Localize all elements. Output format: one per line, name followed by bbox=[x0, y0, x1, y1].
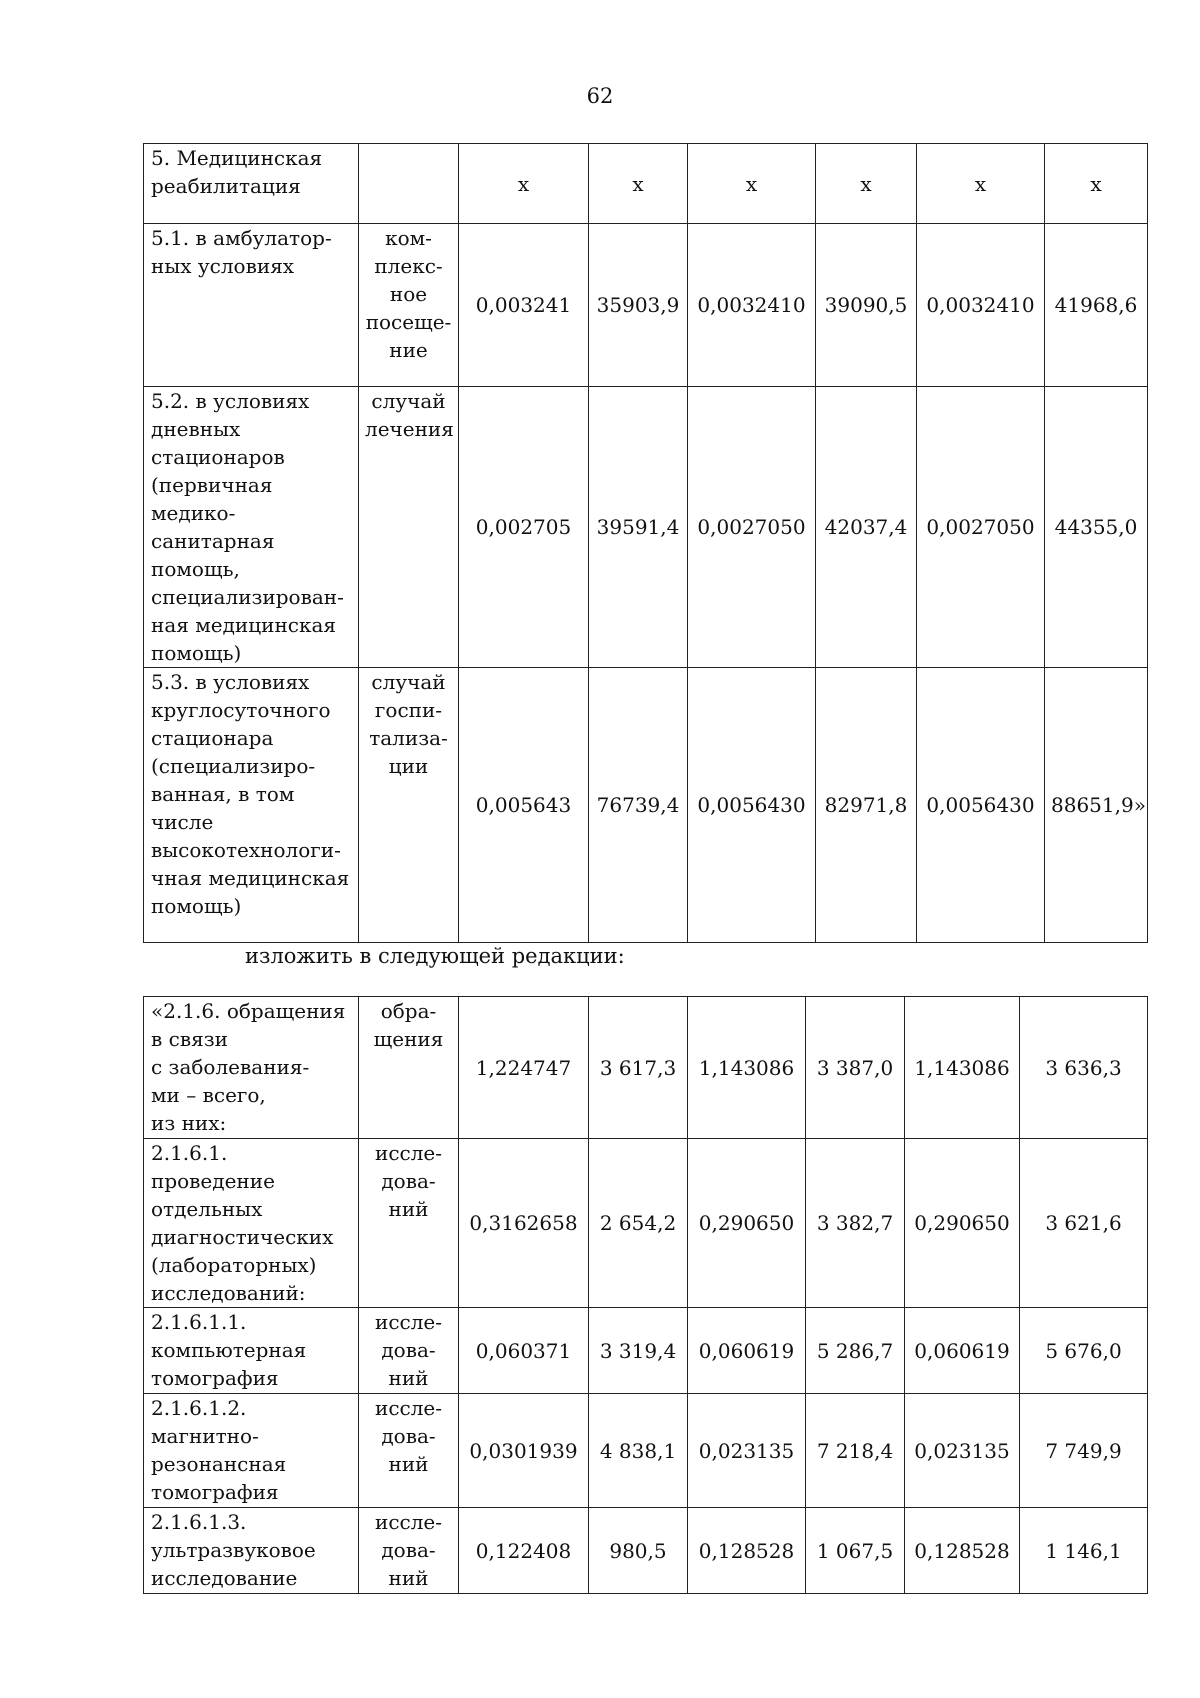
row-name-cell bbox=[144, 668, 359, 943]
unit-label: иссле- дова- ний bbox=[374, 1510, 443, 1590]
value-cell: 76739,4 bbox=[589, 668, 688, 943]
unit-label: обра- щения bbox=[373, 999, 444, 1051]
unit-label: иссле- дова- ний bbox=[374, 1396, 443, 1476]
value-cell: х bbox=[459, 144, 589, 224]
unit-cell bbox=[359, 1508, 459, 1594]
table-row bbox=[144, 997, 1148, 1139]
value-cell: 3 621,6 bbox=[1020, 1139, 1148, 1308]
value-cell: 0,0056430 bbox=[917, 668, 1045, 943]
row-name-cell bbox=[144, 144, 359, 224]
value-cell: 4 838,1 bbox=[589, 1394, 688, 1508]
value-cell: 0,128528 bbox=[905, 1508, 1020, 1594]
value-cell: 3 319,4 bbox=[589, 1308, 688, 1394]
value-cell: 88651,9» bbox=[1045, 668, 1148, 943]
row-name-cell bbox=[144, 224, 359, 387]
value-cell: 3 636,3 bbox=[1020, 997, 1148, 1139]
value-cell: 0,0032410 bbox=[917, 224, 1045, 387]
value-cell: 1 146,1 bbox=[1020, 1508, 1148, 1594]
table-row bbox=[144, 668, 1148, 943]
row-name: 2.1.6.1. проведение отдельных диагностических (лабораторных) исследований: bbox=[151, 1141, 334, 1305]
unit-label: случай госпи- тализа- ции bbox=[369, 670, 448, 778]
value-cell: 0,060619 bbox=[688, 1308, 806, 1394]
value-cell: х bbox=[917, 144, 1045, 224]
value-cell: 1,224747 bbox=[459, 997, 589, 1139]
row-name: 5.1. в амбулатор- ных условиях bbox=[151, 226, 332, 278]
table-row bbox=[144, 1308, 1148, 1394]
page-number: 62 bbox=[586, 84, 614, 108]
row-name-cell bbox=[144, 1508, 359, 1594]
value-cell: 0,0027050 bbox=[688, 387, 816, 668]
value-cell: 1,143086 bbox=[688, 997, 806, 1139]
value-cell: 0,023135 bbox=[688, 1394, 806, 1508]
value-cell: 3 617,3 bbox=[589, 997, 688, 1139]
value-cell: 0,0056430 bbox=[688, 668, 816, 943]
value-cell: 7 749,9 bbox=[1020, 1394, 1148, 1508]
value-cell: 39591,4 bbox=[589, 387, 688, 668]
value-cell: 3 382,7 bbox=[806, 1139, 905, 1308]
row-name: 2.1.6.1.3. ультразвуковое исследование bbox=[151, 1510, 316, 1590]
row-name-cell bbox=[144, 1308, 359, 1394]
value-cell: 1 067,5 bbox=[806, 1508, 905, 1594]
value-cell: х bbox=[816, 144, 917, 224]
rates-table-new bbox=[143, 996, 1148, 1594]
row-name: 5.2. в условиях дневных стационаров (первичная медико-санитарная помощь, специализирован- ная медицинская помощь) bbox=[151, 389, 344, 665]
unit-label: случай лечения bbox=[365, 389, 454, 441]
value-cell: 0,3162658 bbox=[459, 1139, 589, 1308]
value-cell: 7 218,4 bbox=[806, 1394, 905, 1508]
value-cell: 1,143086 bbox=[905, 997, 1020, 1139]
unit-cell bbox=[359, 1394, 459, 1508]
value-cell: 0,060619 bbox=[905, 1308, 1020, 1394]
row-name-cell bbox=[144, 387, 359, 668]
row-name: «2.1.6. обращения в связи с заболевания- ми – всего, из них: bbox=[151, 999, 346, 1135]
unit-cell bbox=[359, 1308, 459, 1394]
value-cell: 980,5 bbox=[589, 1508, 688, 1594]
table-row bbox=[144, 144, 1148, 224]
unit-cell bbox=[359, 997, 459, 1139]
value-cell: 41968,6 bbox=[1045, 224, 1148, 387]
unit-cell bbox=[359, 668, 459, 943]
value-cell: 42037,4 bbox=[816, 387, 917, 668]
value-cell: 0,060371 bbox=[459, 1308, 589, 1394]
value-cell: 82971,8 bbox=[816, 668, 917, 943]
row-name: 5. Медицинская реабилитация bbox=[151, 146, 323, 198]
table-row bbox=[144, 224, 1148, 387]
value-cell: х bbox=[589, 144, 688, 224]
row-name: 5.3. в условиях круглосуточного стационара (специализиро- ванная, в том числе высокотехнологи- чная медицинская помощь) bbox=[151, 670, 350, 918]
value-cell: 2 654,2 bbox=[589, 1139, 688, 1308]
unit-cell bbox=[359, 387, 459, 668]
row-name-cell bbox=[144, 1394, 359, 1508]
value-cell: 39090,5 bbox=[816, 224, 917, 387]
table-row bbox=[144, 1508, 1148, 1594]
value-cell: 0,002705 bbox=[459, 387, 589, 668]
value-cell: 5 286,7 bbox=[806, 1308, 905, 1394]
row-name: 2.1.6.1.1. компьютерная томография bbox=[151, 1310, 307, 1390]
value-cell: 0,0301939 bbox=[459, 1394, 589, 1508]
value-cell: 0,005643 bbox=[459, 668, 589, 943]
value-cell: 0,0027050 bbox=[917, 387, 1045, 668]
value-cell: 44355,0 bbox=[1045, 387, 1148, 668]
value-cell: х bbox=[1045, 144, 1148, 224]
value-cell: 0,128528 bbox=[688, 1508, 806, 1594]
unit-label: иссле- дова- ний bbox=[374, 1310, 443, 1390]
unit-cell bbox=[359, 224, 459, 387]
value-cell: 0,003241 bbox=[459, 224, 589, 387]
table-row bbox=[144, 1139, 1148, 1308]
intro-text: изложить в следующей редакции: bbox=[245, 944, 625, 968]
value-cell: 3 387,0 bbox=[806, 997, 905, 1139]
unit-cell bbox=[359, 144, 459, 224]
unit-label: ком- плекс- ное посеще- ние bbox=[365, 226, 452, 362]
row-name-cell bbox=[144, 997, 359, 1139]
value-cell: х bbox=[688, 144, 816, 224]
table-row bbox=[144, 387, 1148, 668]
value-cell: 35903,9 bbox=[589, 224, 688, 387]
rates-table-old bbox=[143, 143, 1148, 943]
value-cell: 0,122408 bbox=[459, 1508, 589, 1594]
table-row bbox=[144, 1394, 1148, 1508]
unit-cell bbox=[359, 1139, 459, 1308]
value-cell: 5 676,0 bbox=[1020, 1308, 1148, 1394]
row-name: 2.1.6.1.2. магнитно- резонансная томография bbox=[151, 1396, 287, 1504]
value-cell: 0,0032410 bbox=[688, 224, 816, 387]
value-cell: 0,023135 bbox=[905, 1394, 1020, 1508]
value-cell: 0,290650 bbox=[905, 1139, 1020, 1308]
unit-label: иссле- дова- ний bbox=[374, 1141, 443, 1221]
value-cell: 0,290650 bbox=[688, 1139, 806, 1308]
row-name-cell bbox=[144, 1139, 359, 1308]
